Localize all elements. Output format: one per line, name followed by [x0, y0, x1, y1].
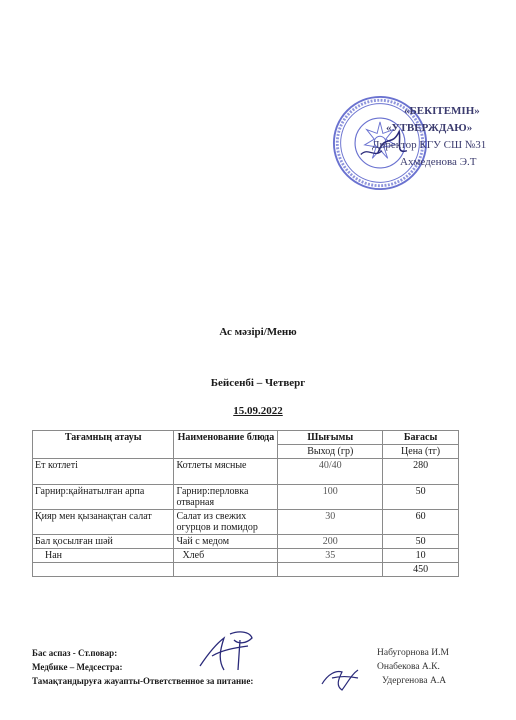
header-price-ru: Цена (тг) — [383, 445, 459, 459]
dish-price: 50 — [383, 535, 459, 549]
header-yield-kz: Шығымы — [278, 431, 383, 445]
dish-name-kz: Қияр мен қызанақтан салат — [33, 510, 174, 535]
header-price-kz: Бағасы — [383, 431, 459, 445]
approval-director: Директор КГУ СШ №31 — [372, 139, 487, 151]
table-row — [33, 510, 459, 535]
table-row — [33, 459, 459, 485]
signature-name-responsible: Удергенова А.А — [382, 676, 447, 686]
signature-role-responsible: Тамақтандыруға жауапты-Ответственное за питание: — [32, 676, 254, 686]
header-name-kz: Тағамның атауы — [33, 431, 174, 459]
dish-price: 280 — [383, 459, 459, 485]
header-name-ru: Наименование блюда — [174, 431, 278, 459]
dish-price: 50 — [383, 485, 459, 510]
signature-role-cook: Бас аспаз - Ст.повар: — [32, 648, 118, 658]
dish-yield: 200 — [278, 535, 383, 549]
dish-name-ru: Гарнир:перловка отварная — [174, 485, 278, 510]
menu-date: 15.09.2022 — [233, 405, 283, 417]
approval-director-name: Ахмеденова Э.Т — [400, 156, 477, 168]
table-header-row — [33, 431, 459, 445]
dish-name-kz: Бал қосылған шәй — [33, 535, 174, 549]
table-row — [33, 485, 459, 510]
signature-name-nurse: Онабекова А.К. — [377, 662, 440, 672]
menu-total: 450 — [383, 563, 459, 577]
dish-yield: 30 — [278, 510, 383, 535]
signature-role-nurse: Медбике – Медсестра: — [32, 662, 123, 672]
dish-yield: 35 — [278, 549, 383, 563]
table-total-row — [33, 563, 459, 577]
menu-table — [32, 430, 459, 577]
dish-price: 10 — [383, 549, 459, 563]
approval-line-kz: «БЕКІТЕМІН» — [404, 105, 480, 117]
dish-name-kz: Ет котлеті — [33, 459, 174, 485]
signature-name-cook: Набугорнова И.М — [377, 648, 449, 658]
dish-yield: 100 — [278, 485, 383, 510]
dish-name-ru: Чай с медом — [174, 535, 278, 549]
dish-name-ru: Хлеб — [174, 549, 278, 563]
dish-name-kz: Гарнир:қайнатылған арпа — [33, 485, 174, 510]
dish-name-ru: Салат из свежих огурцов и помидор — [174, 510, 278, 535]
table-row — [33, 535, 459, 549]
handwritten-signature-icon — [190, 626, 270, 676]
menu-day: Бейсенбі – Четверг — [210, 377, 306, 389]
approval-line-ru: «УТВЕРЖДАЮ» — [386, 122, 473, 134]
handwritten-signature-icon — [318, 660, 368, 694]
dish-name-kz: Нан — [33, 549, 174, 563]
approval-block — [372, 103, 512, 171]
header-yield-ru: Выход (гр) — [278, 445, 383, 459]
dish-name-ru: Котлеты мясные — [174, 459, 278, 485]
table-row — [33, 549, 459, 563]
menu-title: Ас мәзірі/Меню — [219, 326, 297, 338]
dish-yield: 40/40 — [278, 459, 383, 485]
dish-price: 60 — [383, 510, 459, 535]
